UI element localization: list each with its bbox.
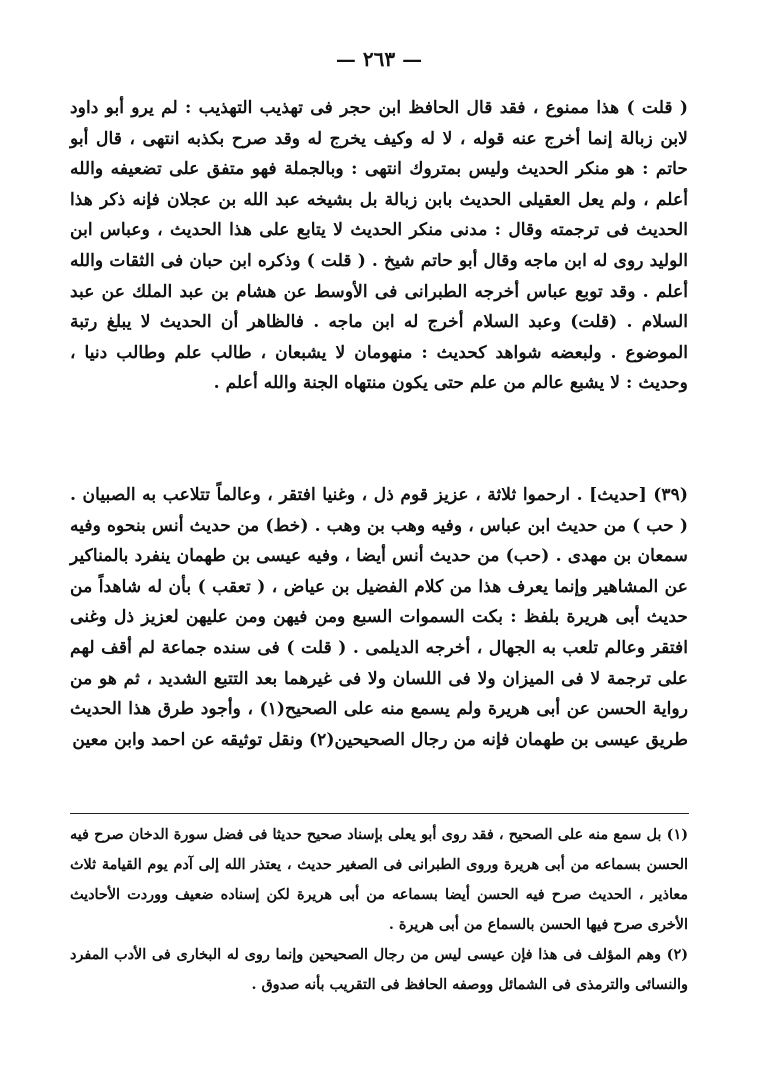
- paragraph-hadith-39: (٣٩) [حديث] . ارحموا ثلاثة ، عزيز قوم ذل ، وغنيا افتقر ، وعالماً تتلاعب به الصبيان . ( حب ) من حديث ابن عباس ، وفيه وهب بن وهب . (خط) من حديث أنس بنحوه وفيه سمعان بن مهدى . (حب) من حديث أنس أيضا ، وفيه عيسى بن طهمان ينفرد بالمناكير عن المشاهير وإنما يعرف هذا من كلام الفضيل بن عياض ، ( تعقب ) بأن له شاهداً من حديث أبى هريرة بلفظ : بكت السموات السبع ومن فيهن ومن عليهن لعزيز ذل وغنى افتقر وعالم تلعب به الجهال ، أخرجه الديلمى . ( قلت ) فى سنده جماعة لم أقف لهم على ترجمة لا فى الميزان ولا فى اللسان ولا فى غيرهما بعد التتبع الشديد ، ثم هو من رواية الحسن عن أبى هريرة ولم يسمع منه على الصحيح(١) ، وأجود طرق هذا الحديث طريق عيسى بن طهمان فإنه من رجال الصحيحين(٢) ونقل توثيقه عن احمد وابن معين: [70, 485, 689, 750]
- footnote-divider: [70, 813, 689, 814]
- paragraph-commentary: ( قلت ) هذا ممنوع ، فقد قال الحافظ ابن حجر فى تهذيب التهذيب : لم يرو أبو داود لابن زبالة إنما أخرج عنه قوله ، لا له وكيف يخرج له وقد صرح بكذبه انتهى ، قال أبو حاتم : هو منكر الحديث وليس بمتروك انتهى : وبالجملة فهو متفق على تضعيفه والله أعلم ، ولم يعل العقيلى الحديث بابن زبالة بل بشيخه عبد الله بن عجلان فإنه ذكر هذا الحديث فى ترجمته وقال : مدنى منكر الحديث لا يتابع على هذا الحديث ، وعباس ابن الوليد روى له ابن ماجه وقال أبو حاتم شيخ . ( قلت ) وذكره ابن حبان فى الثقات والله أعلم . وقد توبع عباس أخرجه الطبرانى فى الأوسط عن هشام بن عبد الملك عن عبد السلام . (قلت) وعبد السلام أخرج له ابن ماجه . فالظاهر أن الحديث لا يبلغ رتبة الموضوع . ولبعضه شواهد كحديث : منهومان لا يشبعان ، طالب علم وطالب دنيا ، وحديث : لا يشبع عالم من علم حتى يكون منتهاه الجنة والله أعلم .: [70, 98, 688, 394]
- footnotes: [70, 820, 688, 1000]
- footnote-1: (١) بل سمع منه على الصحيح ، فقد روى أبو يعلى بإسناد صحيح حديثا فى فضل سورة الدخان صرح فيه الحسن بسماعه من أبى هريرة وروى الطبرانى فى الصغير حديث ، يعتذر الله إلى آدم يوم القيامة ثلاث معاذير ، الحديث صرح فيه الحسن أيضا بسماعه من أبى هريرة لكن إسناده ضعيف ووردت الأحاديث الأخرى صرح فيها الحسن بالسماع من أبى هريرة .: [70, 826, 688, 933]
- footnote-2: (٢) وهم المؤلف فى هذا فإن عيسى ليس من رجال الصحيحين وإنما روى له البخارى فى الأدب المفرد والنسائى والترمذى فى الشمائل ووصفه الحافظ فى التقريب بأنه صدوق .: [70, 946, 688, 993]
- page-number: — ٢٦٣ —: [335, 47, 423, 71]
